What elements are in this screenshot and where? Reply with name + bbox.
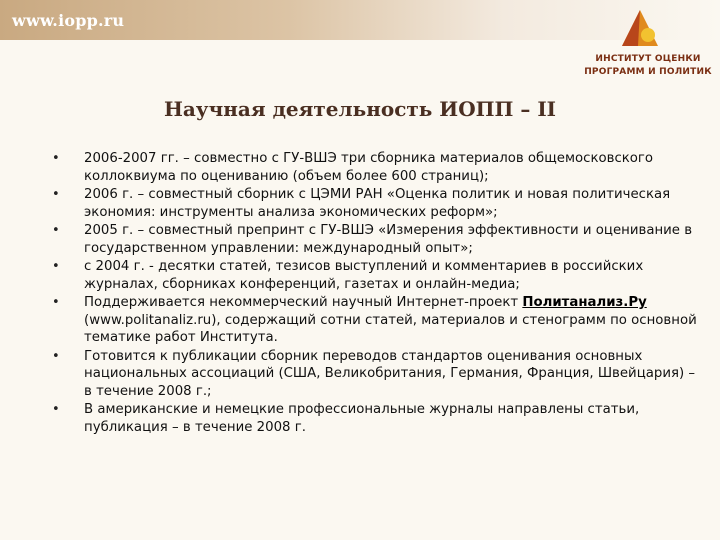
bullet-list [52, 150, 702, 437]
list-item [52, 258, 702, 293]
list-item-text-post: (www.politanaliz.ru), содержащий сотни статей, материалов и стенограмм по основной тематике работ Института. [84, 312, 697, 345]
bullet-icon: • [52, 187, 60, 202]
bullet-icon: • [52, 259, 60, 274]
bullet-icon: • [52, 402, 60, 417]
site-url[interactable]: www.iopp.ru [12, 11, 125, 30]
bullet-icon: • [52, 151, 60, 166]
list-item-text: 2005 г. – совместный препринт с ГУ-ВШЭ «Измерения эффективности и оценивание в государственном управлении: международный опыт»; [84, 223, 693, 256]
slide-title: Научная деятельность ИОПП – II [163, 97, 557, 121]
list-item-text-pre: Поддерживается некоммерческий научный Интернет-проект [84, 295, 523, 310]
list-item-text: В американские и немецкие профессиональные журналы направлены статьи, публикация – в течение 2008 г. [84, 402, 640, 435]
institute-logo [578, 2, 718, 92]
list-item [52, 401, 702, 436]
logo-text-line2: ПРОГРАММ И ПОЛИТИК [584, 67, 712, 77]
list-item [52, 348, 702, 401]
list-item-text: Готовится к публикации сборник переводов стандартов оценивания основных национальных ассоциаций (США, Великобритания, Германия, Франция, Швейцария) – в течение 2008 г.; [84, 348, 696, 399]
bullet-icon: • [52, 223, 60, 238]
list-item [52, 222, 702, 257]
logo-text-line1: ИНСТИТУТ ОЦЕНКИ [595, 54, 701, 64]
list-item [52, 186, 702, 221]
bullet-icon: • [52, 348, 60, 364]
list-item [52, 150, 702, 185]
list-item-text: с 2004 г. - десятки статей, тезисов выступлений и комментариев в российских журналах, сборниках конференций, газетах и онлайн-медиа; [84, 259, 644, 292]
politanaliz-link[interactable]: Политанализ.Ру [522, 295, 647, 310]
logo-mark-icon [614, 8, 666, 48]
list-item-text: 2006-2007 гг. – совместно с ГУ-ВШЭ три сборника материалов общемосковского коллоквиума по оцениванию (объем более 600 страниц); [84, 151, 654, 184]
list-item [52, 294, 702, 347]
list-item-text: 2006 г. – совместный сборник с ЦЭМИ РАН «Оценка политик и новая политическая экономия: инструменты анализа экономических реформ»; [84, 187, 671, 220]
bullet-icon: • [52, 295, 60, 310]
